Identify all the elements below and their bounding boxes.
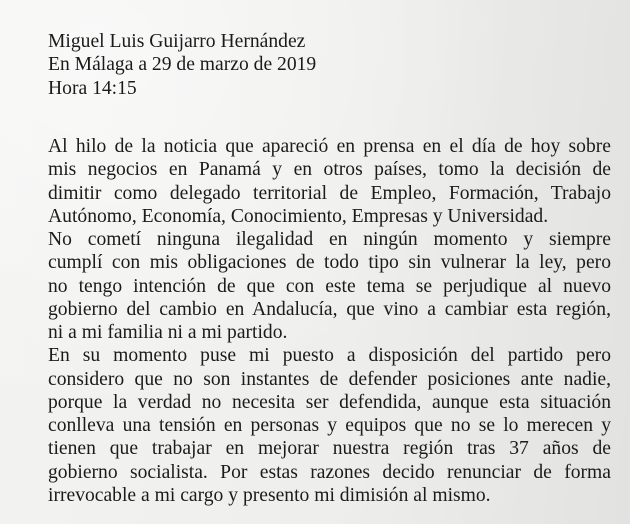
- paragraph: [48, 135, 611, 228]
- letter-header: [48, 30, 608, 100]
- text-line: mis negocios en Panamá y en otros países, tomo la decisión de: [48, 159, 611, 181]
- text-line: cumplí con mis obligaciones de todo tipo sin vulnerar la ley, pero: [48, 252, 611, 274]
- text-line: Autónomo, Economía, Conocimiento, Empresas y Universidad.: [48, 205, 549, 227]
- text-line: En su momento puse mi puesto a disposición del partido pero: [48, 345, 611, 367]
- text-line: irrevocable a mi cargo y presento mi dimisión al mismo.: [48, 484, 491, 506]
- text-line: ni a mi familia ni a mi partido.: [48, 322, 288, 344]
- place-and-date: En Málaga a 29 de marzo de 2019: [48, 54, 317, 76]
- letter-body: [48, 135, 611, 507]
- text-line: considero que no son instantes de defender posiciones ante nadie,: [48, 368, 611, 390]
- text-line: Al hilo de la noticia que apareció en prensa en el día de hoy sobre: [48, 136, 611, 157]
- text-line: tienen que trabajar en mejorar nuestra región tras 37 años de: [48, 438, 611, 460]
- paragraph: [48, 228, 611, 344]
- text-line: No cometí ninguna ilegalidad en ningún momento y siempre: [48, 229, 611, 251]
- time-line: Hora 14:15: [48, 77, 137, 99]
- text-line: gobierno socialista. Por estas razones decido renunciar de forma: [48, 461, 611, 483]
- text-line: porque la verdad no necesita ser defendida, aunque esta situación: [48, 391, 611, 413]
- text-line: gobierno del cambio en Andalucía, que vino a cambiar esta región,: [48, 298, 611, 320]
- paragraph: [48, 344, 611, 507]
- text-line: conlleva una tensión en personas y equipos que no se lo merecen y: [48, 415, 611, 437]
- text-line: dimitir como delegado territorial de Empleo, Formación, Trabajo: [48, 182, 611, 204]
- text-line: no tengo intención de que con este tema se perjudique al nuevo: [48, 275, 611, 297]
- author-name: Miguel Luis Guijarro Hernández: [48, 31, 306, 52]
